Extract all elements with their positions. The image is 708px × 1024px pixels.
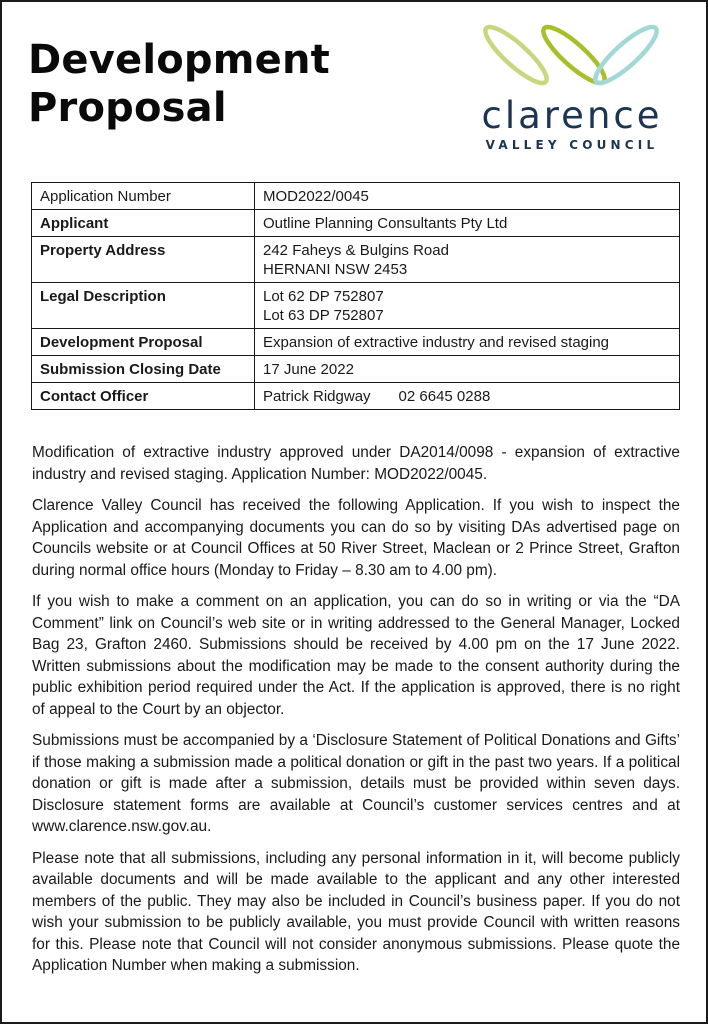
address-line-1: 242 Faheys & Bulgins Road [263, 242, 449, 259]
table-row [32, 356, 680, 383]
logo-subtitle: VALLEY COUNCIL [485, 138, 659, 152]
table-row [32, 183, 680, 210]
table-row [32, 329, 680, 356]
paragraph-privacy: Please note that all submissions, including any personal information in it, will become publicly available documents and will be made available to the applicant and any other interested members of the public. They may also be included in Council’s business paper. If you do not wish your submission to be publicly available, you must provide Council with written reasons for this. Please note that Council will not consider anonymous submissions. Please quote the Application Number when making a submission. [32, 849, 680, 974]
paragraph-inspection: Clarence Valley Council has received the following Application. If you wish to inspect the Application and accompanying documents you can do so by visiting DAs advertised page on Councils website or at Council Offices at 50 River Street, Maclean or 2 Prince Street, Grafton during normal office hours (Monday to Friday – 8.30 am to 4.00 pm). [32, 497, 680, 579]
row-value: MOD2022/0045 [255, 183, 680, 210]
legal-line-2: Lot 63 DP 752807 [263, 307, 384, 324]
paragraph-summary: Modification of extractive industry approved under DA2014/0098 - expansion of extractive industry and revised staging. Application Number: MOD2022/0045. [32, 444, 680, 483]
row-value [255, 283, 680, 329]
row-label: Contact Officer [32, 383, 255, 410]
table-row [32, 237, 680, 283]
notice-body [32, 442, 680, 987]
paragraph-comments: If you wish to make a comment on an application, you can do so in writing or via the “DA Comment” link on Council’s web site or in writing addressed to the General Manager, Locked Bag 23, Grafton 2460. Submissions should be received by 4.00 pm on the 17 June 2022. Written submissions about the modification may be made to the consent authority during the public exhibition period required under the Act. If the application is approved, there is no right of appeal to the Court by an objector. [32, 593, 680, 718]
table-row [32, 210, 680, 237]
logo-wordmark: clarence [481, 94, 663, 137]
table-row [32, 283, 680, 329]
title-line-1: Development [28, 37, 330, 83]
row-value [255, 383, 680, 410]
row-label: Application Number [32, 183, 255, 210]
row-label: Legal Description [32, 283, 255, 329]
row-label: Applicant [32, 210, 255, 237]
row-value: 17 June 2022 [255, 356, 680, 383]
row-label: Development Proposal [32, 329, 255, 356]
contact-name: Patrick Ridgway [263, 388, 371, 405]
row-value: Expansion of extractive industry and revised staging [255, 329, 680, 356]
contact-phone: 02 6645 0288 [398, 388, 491, 405]
row-value: Outline Planning Consultants Pty Ltd [255, 210, 680, 237]
application-details-table [31, 182, 680, 410]
address-line-2: HERNANI NSW 2453 [263, 261, 408, 278]
row-value [255, 237, 680, 283]
row-label: Property Address [32, 237, 255, 283]
logo-rings-icon [476, 22, 670, 94]
row-label: Submission Closing Date [32, 356, 255, 383]
title-line-2: Proposal [28, 85, 227, 131]
table-row [32, 383, 680, 410]
paragraph-disclosure: Submissions must be accompanied by a ‘Disclosure Statement of Political Donations and Gifts’ if those making a submission made a political donation or gift in the past two years. If a political donation or gift is made after a submission, details must be provided within seven days. Disclosure statement forms are available at Council’s customer services centres and at www.clarence.nsw.gov.au. [32, 732, 680, 835]
council-logo [468, 22, 678, 154]
legal-line-1: Lot 62 DP 752807 [263, 288, 384, 305]
page-title [28, 36, 330, 132]
